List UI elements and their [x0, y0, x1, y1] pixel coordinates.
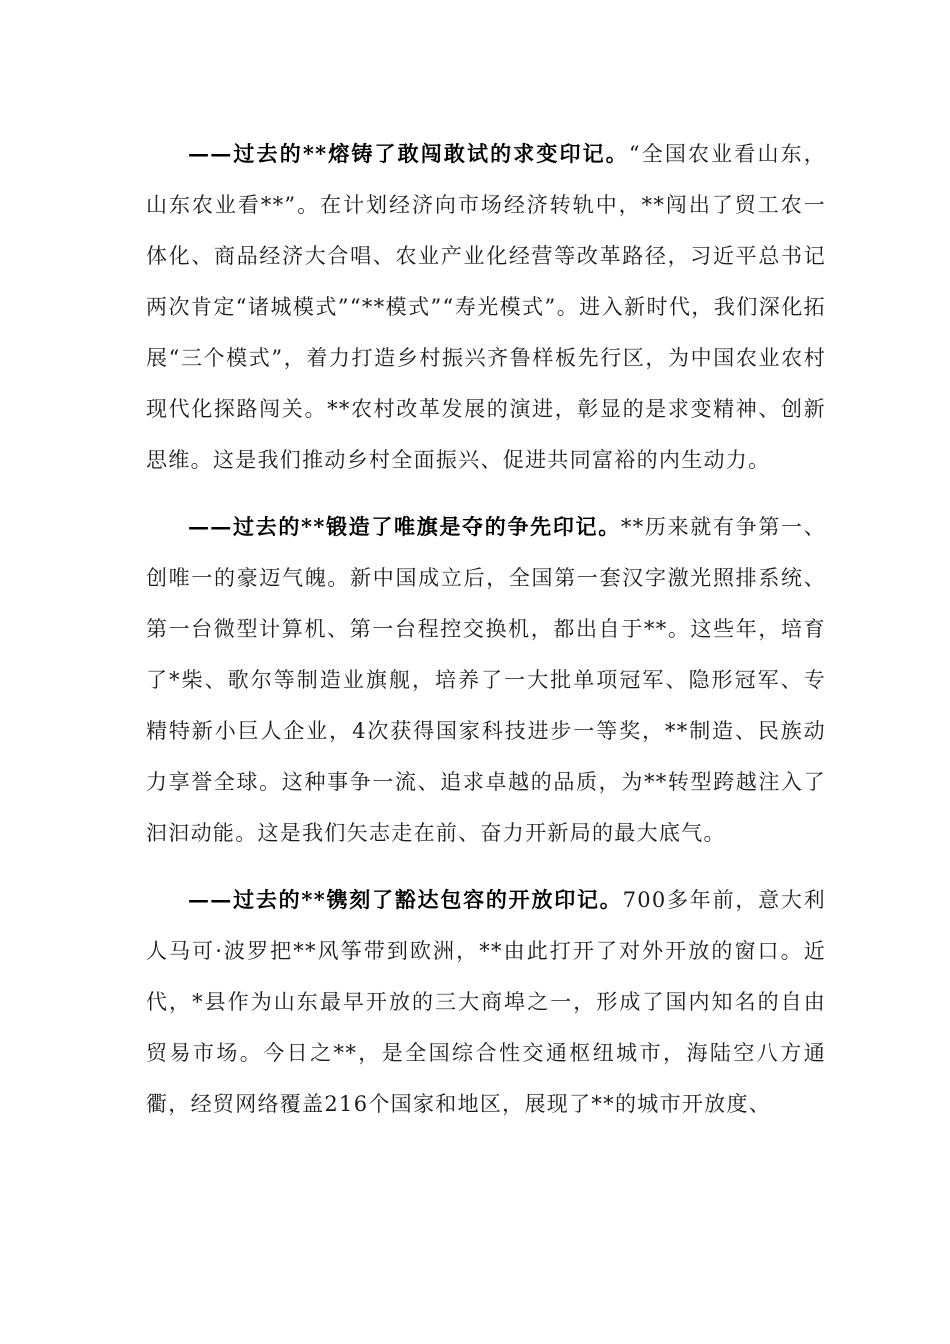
paragraph-1 [146, 128, 826, 486]
document-body [146, 128, 826, 1145]
paragraph-lead: ——过去的**熔铸了敢闯敢试的求变印记。 [188, 141, 629, 166]
paragraph-lead: ——过去的**锻造了唯旗是夺的争先印记。 [188, 514, 621, 539]
paragraph-text: “全国农业看山东，山东农业看**”。在计划经济向市场经济转轨中，**闯出了贸工农一体化、商品经济大合唱、农业产业化经营等改革路径，习近平总书记两次肯定“诸城模式”“**模式”“寿光模式”。进入新时代，我们深化拓展“三个模式”，着力打造乡村振兴齐鲁样板先行区，为中国农业农村现代化探路闯关。**农村改革发展的演进，彰显的是求变精神、创新思维。这是我们推动乡村全面振兴、促进共同富裕的内生动力。 [146, 142, 827, 472]
paragraph-3 [146, 874, 826, 1130]
paragraph-lead: ——过去的**镌刻了豁达包容的开放印记。 [188, 887, 623, 912]
paragraph-text: 700多年前，意大利人马可·波罗把**风筝带到欧洲，**由此打开了对外开放的窗口。近代，*县作为山东最早开放的三大商埠之一，形成了国内知名的自由贸易市场。今日之**，是全国综合性交通枢纽城市，海陆空八方通衢，经贸网络覆盖216个国家和地区，展现了**的城市开放度、 [146, 888, 826, 1116]
paragraph-text: **历来就有争第一、创唯一的豪迈气魄。新中国成立后，全国第一套汉字激光照排系统、第一台微型计算机、第一台程控交换机，都出自于**。这些年，培育了*柴、歌尔等制造业旗舰，培养了一大批单项冠军、隐形冠军、专精特新小巨人企业，4次获得国家科技进步一等奖，**制造、民族动力享誉全球。这种事争一流、追求卓越的品质，为**转型跨越注入了汩汩动能。这是我们矢志走在前、奋力开新局的最大底气。 [146, 515, 827, 845]
paragraph-2 [146, 501, 826, 859]
